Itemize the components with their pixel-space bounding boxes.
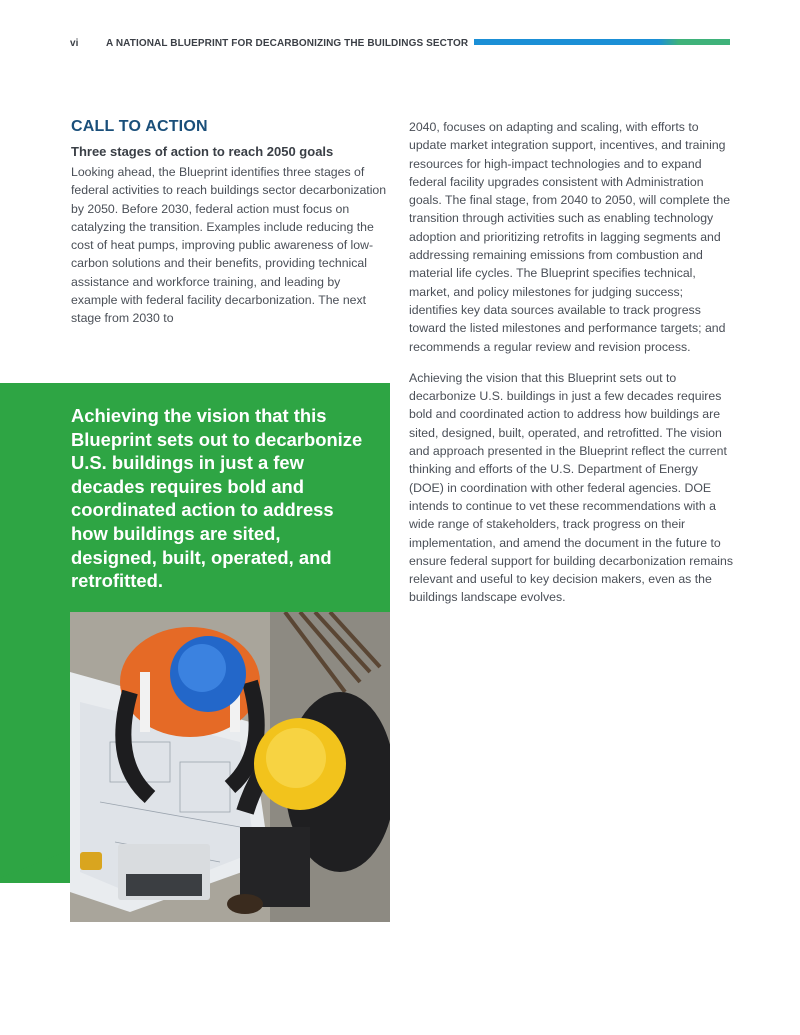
header-color-bar — [474, 39, 730, 45]
left-column — [71, 118, 389, 328]
document-title: A NATIONAL BLUEPRINT FOR DECARBONIZING THE BUILDINGS SECTOR — [106, 37, 469, 49]
section-title: CALL TO ACTION — [71, 118, 208, 135]
paragraph-1-left: Looking ahead, the Blueprint identifies three stages of federal activities to reach buildings sector decarbonization by 2050. Before 2030, federal action must focus on catalyzing the transition. Examples include reducing the cost of heat pumps, improving public awareness of low-carbon solutions and their benefits, providing technical assistance and workforce training, and leading by example with federal facility decarbonization. The next stage from 2030 to — [71, 165, 387, 326]
right-column — [409, 118, 734, 607]
construction-workers-photo — [70, 612, 390, 922]
green-wedge-decoration — [0, 700, 70, 880]
page-number: vi — [70, 37, 79, 49]
section-subtitle: Three stages of action to reach 2050 goals — [71, 144, 334, 159]
photo-illustration — [70, 612, 390, 922]
pullquote-text: Achieving the vision that this Blueprint sets out to decarbonize U.S. buildings in just a few decades requires bold and coordinated action to address how buildings are sited, designed, built, operated, and retrofitted. — [71, 405, 363, 592]
paragraph-2: Achieving the vision that this Blueprint sets out to decarbonize U.S. buildings in just a few decades requires bold and coordinated action to address how buildings are sited, designed, built, operated, and retrofitted. The vision and approach presented in the Blueprint reflect the current thinking and efforts of the U.S. Department of Energy (DOE) in coordination with other federal agencies. DOE intends to continue to vet these recommendations with a wide range of stakeholders, track progress on their implementation, and amend the document in the future to ensure federal support for building decarbonization remains relevant and useful to key decision makers, even as the buildings landscape evolves. — [409, 370, 734, 605]
running-header — [70, 36, 468, 50]
paragraph-1-right: 2040, focuses on adapting and scaling, with efforts to update market integration support, incentives, and training resources for high-impact technologies and to expand federal facility upgrades consistent with Administration goals. The final stage, from 2040 to 2050, will complete the transition through activities such as enabling technology adoption and prioritizing retrofits in lagging segments and addressing remaining emissions from combustion and material life cycles. The Blueprint specifies technical, market, and policy milestones for judging success; identifies key data sources available to track progress toward the listed milestones and performance targets; and recommends a regular review and revision process. — [409, 120, 731, 354]
